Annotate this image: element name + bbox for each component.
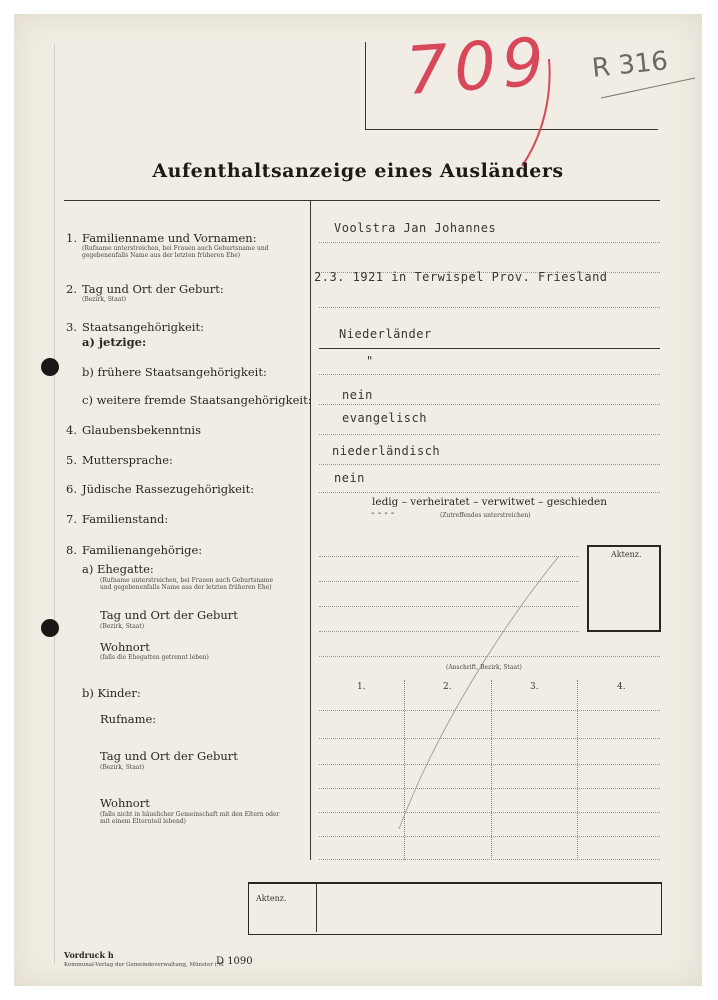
children-residence-label: Wohnort <box>100 796 150 810</box>
child-column-3: 3. <box>530 682 539 692</box>
grid-line <box>319 859 660 860</box>
children-residence-hint-1: (falls nicht in häuslicher Gemeinschaft mit den Eltern oder <box>100 811 280 818</box>
field-7-label <box>66 512 168 526</box>
form-code: D 1090 <box>216 956 253 967</box>
spouse-birth-hint: (Bezirk, Staat) <box>100 623 145 630</box>
field-3c-value: nein <box>342 388 373 402</box>
answer-line <box>319 464 660 465</box>
child-column-4: 4. <box>617 682 626 692</box>
red-pen-stroke <box>494 54 574 174</box>
field-5-label-text: Muttersprache: <box>82 453 173 467</box>
printer-info: Kommunal-Verlag der Gemeindeverwaltung, Münster i.W. <box>64 962 225 968</box>
answer-line <box>319 404 660 405</box>
field-2-label <box>66 282 224 296</box>
field-3b-value: " <box>366 354 374 368</box>
field-3a-label: a) jetzige: <box>82 335 147 349</box>
margin-line <box>54 44 55 964</box>
field-2-label-text: Tag und Ort der Geburt: <box>82 282 224 296</box>
field-1-label <box>66 231 257 245</box>
form-page <box>14 14 702 986</box>
field-5-value: niederländisch <box>332 444 441 458</box>
table-top-border <box>64 200 660 201</box>
column-divider <box>310 200 311 860</box>
punch-hole-bottom <box>41 619 59 637</box>
callname-label: Rufname: <box>100 712 157 726</box>
field-8-number: 8. <box>66 543 77 557</box>
field-1-label-text: Familienname und Vornamen: <box>82 231 257 245</box>
answer-line <box>319 374 660 375</box>
field-3-label-text: Staatsangehörigkeit: <box>82 320 204 334</box>
grid-line <box>319 836 660 837</box>
answer-line <box>319 492 660 493</box>
field-2-value: 2.3. 1921 in Terwispel Prov. Friesland <box>314 270 608 284</box>
field-4-label-text: Glaubensbekenntnis <box>82 423 201 437</box>
field-1-hint-2: gegebenenfalls Name aus der letzten früheren Ehe) <box>82 252 241 259</box>
field-5-number: 5. <box>66 453 77 467</box>
marital-status-options: ledig – verheiratet – verwitwet – geschieden <box>372 496 607 508</box>
header-box-left-border <box>365 42 366 130</box>
child-column-1: 1. <box>357 682 366 692</box>
field-7-label-text: Familienstand: <box>82 512 169 526</box>
field-8-label <box>66 543 202 557</box>
field-3a-value: Niederländer <box>339 327 432 341</box>
answer-line-solid <box>319 348 660 349</box>
answer-line <box>319 307 660 308</box>
bottom-aktenz-box <box>248 882 662 935</box>
field-3c-label: c) weitere fremde Staatsangehörigkeit: <box>82 393 312 407</box>
punch-hole-top <box>41 358 59 376</box>
field-3b-label: b) frühere Staatsangehörigkeit: <box>82 365 267 379</box>
field-7-number: 7. <box>66 512 77 526</box>
form-name: Vordruck h <box>64 950 114 960</box>
children-label: b) Kinder: <box>82 686 141 700</box>
field-1-number: 1. <box>66 231 77 245</box>
spouse-hint-1: (Rufname unterstreichen, bei Frauen auch Geburtsname <box>100 577 274 584</box>
spouse-birth-label: Tag und Ort der Geburt <box>100 608 238 622</box>
document-title: Aufenthaltsanzeige eines Ausländers <box>152 160 564 182</box>
field-1-hint-1: (Rufname unterstreichen, bei Frauen auch Geburtsname und <box>82 245 269 252</box>
pencil-note: R 316 <box>590 46 670 84</box>
field-4-label <box>66 423 201 437</box>
field-4-value: evangelisch <box>342 411 427 425</box>
answer-line <box>319 434 660 435</box>
strike-through-line <box>394 554 564 834</box>
handwritten-number: 709 <box>403 23 553 110</box>
grid-divider <box>577 680 578 860</box>
field-3-number: 3. <box>66 320 77 334</box>
aktenz-box-label: Aktenz. <box>611 550 642 559</box>
children-residence-hint-2: mit einem Elternteil lebend) <box>100 818 187 825</box>
field-6-label-text: Jüdische Rassezugehörigkeit: <box>82 482 255 496</box>
field-6-label <box>66 482 254 496</box>
child-column-2: 2. <box>443 682 452 692</box>
answer-line <box>319 242 660 243</box>
bottom-aktenz-divider <box>316 884 317 932</box>
field-2-hint: (Bezirk, Staat) <box>82 296 127 303</box>
marital-status-mark: ---- <box>370 508 397 519</box>
children-birth-hint: (Bezirk, Staat) <box>100 764 145 771</box>
field-4-number: 4. <box>66 423 77 437</box>
spouse-label: a) Ehegatte: <box>82 562 154 576</box>
bottom-aktenz-label: Aktenz. <box>256 894 287 903</box>
field-5-label <box>66 453 173 467</box>
spouse-hint-2: und gegebenenfalls Name aus der letzten früheren Ehe) <box>100 584 272 591</box>
spouse-residence-label: Wohnort <box>100 640 150 654</box>
marital-status-hint: (Zutreffendes unterstreichen) <box>440 512 531 519</box>
field-3-label <box>66 320 204 334</box>
children-birth-label: Tag und Ort der Geburt <box>100 749 238 763</box>
field-1-value: Voolstra Jan Johannes <box>334 221 497 235</box>
field-8-label-text: Familienangehörige: <box>82 543 203 557</box>
pencil-stroke <box>599 72 699 102</box>
field-6-value: nein <box>334 471 365 485</box>
address-hint: (Anschrift, Bezirk, Staat) <box>446 664 522 671</box>
spouse-residence-hint: (falls die Ehegatten getrennt leben) <box>100 654 209 661</box>
field-6-number: 6. <box>66 482 77 496</box>
field-2-number: 2. <box>66 282 77 296</box>
